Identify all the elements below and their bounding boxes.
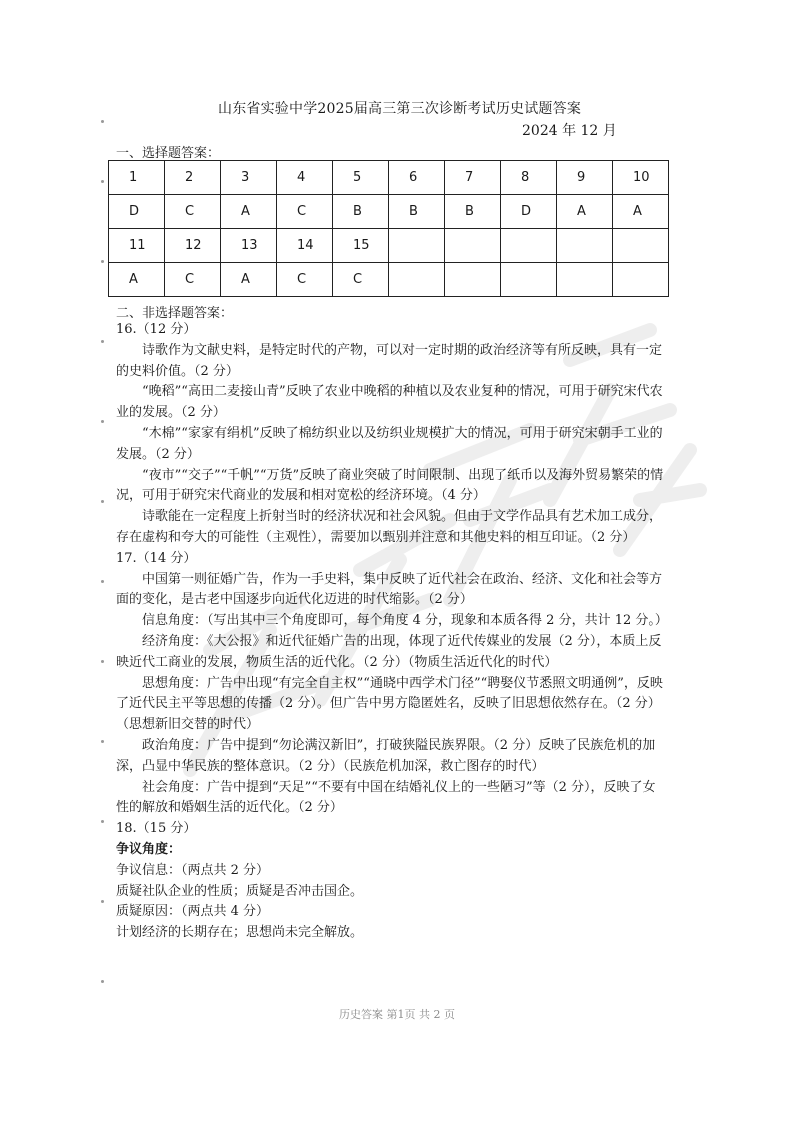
q16-paragraph: 诗歌作为文献史料，是特定时代的产物，可以对一定时期的政治经济等有所反映，具有一定的史料价值。（2 分） bbox=[116, 342, 663, 379]
q17-paragraph: 经济角度：《大公报》和近代征婚广告的出现，体现了近代传媒业的发展（2 分），本质上反映近代工商业的发展，物质生活的近代化。（2 分）（物质生活近代化的时代） bbox=[116, 633, 662, 670]
answer-row-numbers-2 bbox=[109, 229, 669, 263]
answer-letter: A bbox=[109, 263, 165, 297]
section-choice-label: 一、选择题答案： bbox=[116, 146, 221, 161]
q18-subheading: 争议角度： bbox=[116, 841, 182, 857]
q16-paragraph: “木棉”“家家有绢机”反映了棉纺织业以及纺织业规模扩大的情况，可用于研究宋朝手工业的发展。（2 分） bbox=[116, 425, 663, 462]
question-number: 2 bbox=[165, 161, 221, 195]
q17-paragraph: 社会角度：广告中提到“天足”“不要有中国在结婚礼仪上的一些陋习”等（2 分），反映了女性的解放和婚姻生活的近代化。（2 分） bbox=[116, 779, 656, 816]
empty-cell bbox=[445, 229, 501, 263]
q18-line: 质疑原因：（两点共 4 分） bbox=[116, 904, 270, 920]
answer-letter: C bbox=[277, 263, 333, 297]
q17-paragraph: 思想角度：广告中出现“有完全自主权”“通晓中西学术门径”“聘娶仪节悉照文明通例”，反映了近代民主平等思想的传播（2 分）。但广告中男方隐匿姓名，反映了旧思想依然存在。（2 分）（思想新旧交替的时代） bbox=[116, 675, 663, 733]
answer-letter: B bbox=[389, 195, 445, 229]
answer-letter: C bbox=[165, 263, 221, 297]
answer-row-numbers-1 bbox=[109, 161, 669, 195]
question-number: 4 bbox=[277, 161, 333, 195]
answer-letter: A bbox=[221, 263, 277, 297]
question-number: 3 bbox=[221, 161, 277, 195]
empty-cell bbox=[501, 263, 557, 297]
doc-date: 2024 年 12 月 bbox=[522, 123, 617, 139]
q18-heading: 18.（15 分） bbox=[116, 821, 197, 837]
question-number: 14 bbox=[277, 229, 333, 263]
answer-body bbox=[116, 320, 668, 944]
question-number: 13 bbox=[221, 229, 277, 263]
q17-heading: 17.（14 分） bbox=[116, 550, 197, 566]
question-number: 6 bbox=[389, 161, 445, 195]
question-number: 8 bbox=[501, 161, 557, 195]
question-number: 11 bbox=[109, 229, 165, 263]
q18-line: 计划经济的长期存在；思想尚未完全解放。 bbox=[116, 925, 364, 941]
empty-cell bbox=[613, 263, 669, 297]
q17-paragraph: 信息角度：（写出其中三个角度即可，每个角度 4 分，现象和本质各得 2 分，共计 12 分。） bbox=[142, 613, 668, 629]
empty-cell bbox=[501, 229, 557, 263]
q16-paragraph: 诗歌能在一定程度上折射当时的经济状况和社会风貌。但由于文学作品具有艺术加工成分，存在虚构和夸大的可能性（主观性），需要加以甄别并注意和其他史料的相互印证。（2 分） bbox=[116, 509, 663, 545]
answer-letter: C bbox=[277, 195, 333, 229]
answer-letter: C bbox=[333, 263, 389, 297]
answer-letter: A bbox=[557, 195, 613, 229]
doc-title: 山东省实验中学2025届高三第三次诊断考试历史试题答案 bbox=[218, 101, 582, 117]
empty-cell bbox=[557, 229, 613, 263]
section-open-label: 二、非选择题答案： bbox=[116, 306, 234, 321]
page-footer: 历史答案 第1页 共 2 页 bbox=[339, 1008, 455, 1021]
q16-heading: 16.（12 分） bbox=[116, 322, 197, 337]
answer-letter: B bbox=[445, 195, 501, 229]
answer-letter: B bbox=[333, 195, 389, 229]
answer-letter: A bbox=[613, 195, 669, 229]
question-number: 7 bbox=[445, 161, 501, 195]
empty-cell bbox=[389, 263, 445, 297]
empty-cell bbox=[613, 229, 669, 263]
empty-cell bbox=[389, 229, 445, 263]
answer-row-letters-1 bbox=[109, 195, 669, 229]
answer-letter: C bbox=[165, 195, 221, 229]
q18-line: 质疑社队企业的性质；质疑是否冲击国企。 bbox=[116, 883, 364, 899]
question-number: 15 bbox=[333, 229, 389, 263]
q16-paragraph: “晚稻”“高田二麦接山青”反映了农业中晚稻的种植以及农业复种的情况，可用于研究宋代农业的发展。（2 分） bbox=[116, 384, 663, 421]
answer-letter: A bbox=[221, 195, 277, 229]
question-number: 1 bbox=[109, 161, 165, 195]
q16-paragraph: “夜市”“交子”“千帆”“万货”反映了商业突破了时间限制、出现了纸币以及海外贸易繁荣的情况，可用于研究宋代商业的发展和相对宽松的经济环境。（4 分） bbox=[116, 467, 664, 504]
empty-cell bbox=[445, 263, 501, 297]
question-number: 9 bbox=[557, 161, 613, 195]
answer-letter: D bbox=[501, 195, 557, 229]
q18-line: 争议信息：（两点共 2 分） bbox=[116, 862, 270, 878]
question-number: 10 bbox=[613, 161, 669, 195]
question-number: 5 bbox=[333, 161, 389, 195]
q17-paragraph: 政治角度：广告中提到“勿论满汉新旧”，打破狭隘民族界限。（2 分）反映了民族危机的加深，凸显中华民族的整体意识。（2 分）（民族危机加深，救亡图存的时代） bbox=[116, 737, 656, 774]
answer-letter: D bbox=[109, 195, 165, 229]
q17-paragraph: 中国第一则征婚广告，作为一手史料，集中反映了近代社会在政治、经济、文化和社会等方面的变化，是古老中国逐步向近代化迈进的时代缩影。（2 分） bbox=[116, 571, 663, 608]
empty-cell bbox=[557, 263, 613, 297]
answer-table bbox=[108, 160, 669, 297]
margin-marks bbox=[101, 100, 107, 1000]
answer-row-letters-2 bbox=[109, 263, 669, 297]
question-number: 12 bbox=[165, 229, 221, 263]
